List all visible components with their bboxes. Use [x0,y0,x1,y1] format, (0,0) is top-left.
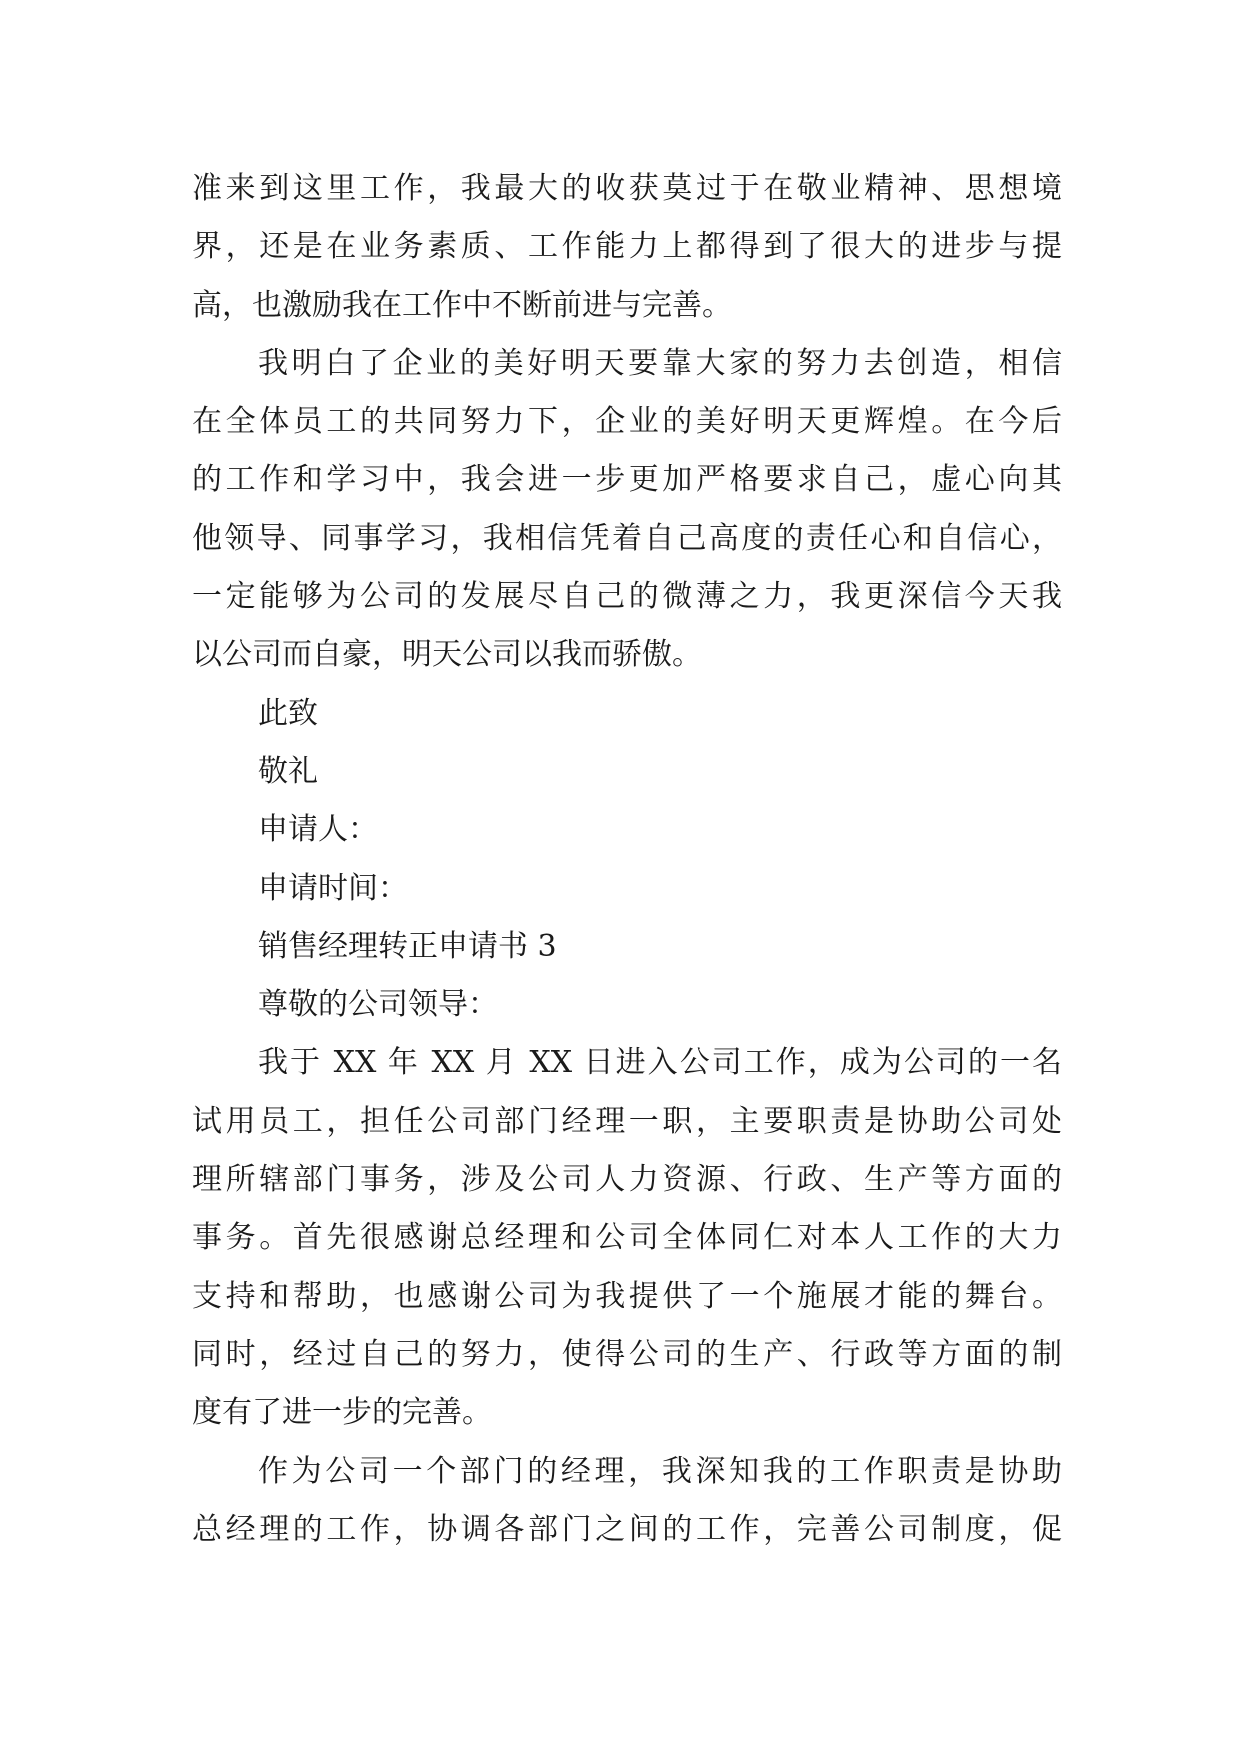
text-line: 以公司而自豪，明天公司以我而骄傲。 [192,637,702,673]
paragraph [192,1034,1062,1442]
text-line: 界，还是在业务素质、工作能力上都得到了很大的进步与提 [192,229,1062,265]
greeting-text: 尊敬的公司领导： [258,987,498,1023]
salutation-text: 敬礼 [258,753,318,789]
text-line: 我明白了企业的美好明天要靠大家的努力去创造，相信 [258,345,1062,381]
salutation-text: 此致 [258,695,318,731]
text-line: 理所辖部门事务，涉及公司人力资源、行政、生产等方面的 [192,1162,1062,1198]
text-line: 作为公司一个部门的经理，我深知我的工作职责是协助 [258,1453,1062,1489]
text-line: 试用员工，担任公司部门经理一职，主要职责是协助公司处 [192,1103,1062,1139]
paragraph [192,160,1062,335]
text-line: 准来到这里工作，我最大的收获莫过于在敬业精神、思想境 [192,171,1062,206]
text-line: 度有了进一步的完善。 [192,1395,492,1431]
apply-time-label: 申请时间： [258,870,408,906]
section-title: 销售经理转正申请书 3 [258,928,557,964]
text-line: 同时，经过自己的努力，使得公司的生产、行政等方面的制 [192,1336,1062,1372]
paragraph [192,1443,1062,1560]
text-line: 支持和帮助，也感谢公司为我提供了一个施展才能的舞台。 [192,1278,1062,1314]
text-line: 他领导、同事学习，我相信凭着自己高度的责任心和自信心， [192,520,1062,556]
text-line: 高，也激励我在工作中不断前进与完善。 [192,287,732,323]
text-line: 事务。首先很感谢总经理和公司全体同仁对本人工作的大力 [192,1220,1062,1256]
text-line: 的工作和学习中，我会进一步更加严格要求自己，虚心向其 [192,462,1062,498]
text-line: 一定能够为公司的发展尽自己的微薄之力，我更深信今天我 [192,579,1062,615]
text-line: 在全体员工的共同努力下，企业的美好明天更辉煌。在今后 [192,404,1062,440]
text-line: 总经理的工作，协调各部门之间的工作，完善公司制度，促 [192,1511,1062,1547]
paragraph [192,335,1062,685]
applicant-label: 申请人： [258,812,378,848]
text-line: 我于 XX 年 XX 月 XX 日进入公司工作，成为公司的一名 [258,1045,1062,1081]
document-body [192,160,1062,1559]
